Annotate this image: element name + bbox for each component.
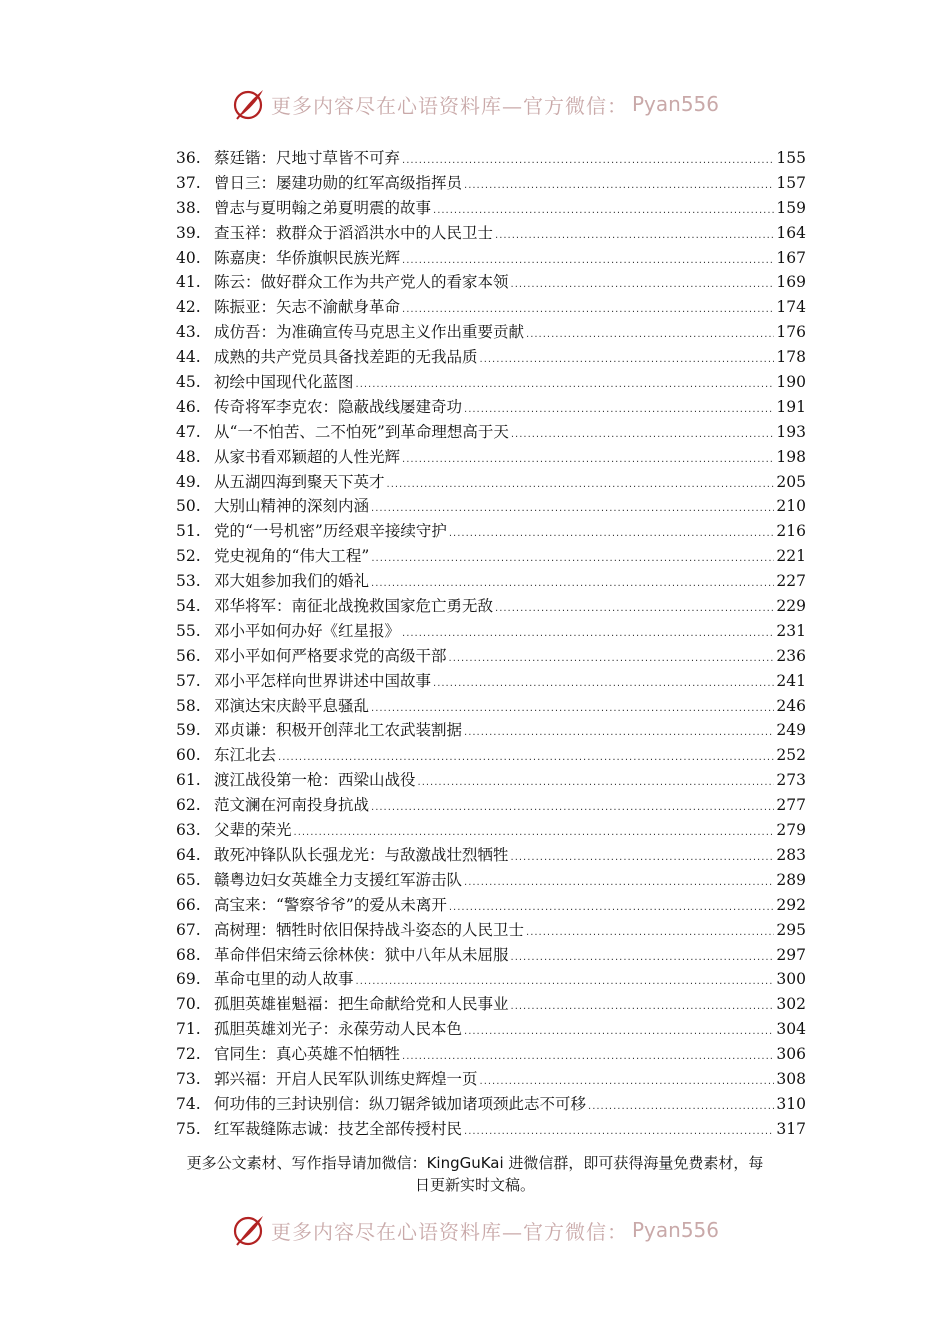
toc-entry-page: 229 <box>776 597 806 616</box>
toc-entry-number: 74. <box>176 1094 201 1113</box>
toc-leader-dots <box>495 597 774 622</box>
footer-note-line2: 日更新实时文稿。 <box>414 1176 535 1194</box>
toc-entry-page: 157 <box>776 173 806 192</box>
toc-entry[interactable] <box>176 270 806 295</box>
toc-entry[interactable] <box>176 843 806 868</box>
toc-entry-number: 59. <box>176 721 201 740</box>
toc-entry[interactable] <box>176 594 806 619</box>
toc-entry-title: 党的“一号机密”历经艰辛接续守护 <box>214 522 447 541</box>
toc-leader-dots <box>371 796 774 821</box>
toc-entry-page: 164 <box>776 223 806 242</box>
toc-entry-number: 47. <box>176 422 201 441</box>
toc-entry-number: 49. <box>176 472 201 491</box>
toc-entry-page: 205 <box>776 472 806 491</box>
toc-entry[interactable] <box>176 619 806 644</box>
toc-entry[interactable] <box>176 1017 806 1042</box>
toc-entry-title: 传奇将军李克农：隐蔽战线屡建奇功 <box>214 397 463 416</box>
toc-leader-dots <box>449 647 775 672</box>
toc-entry-page: 317 <box>776 1119 806 1138</box>
toc-entry-page: 159 <box>776 198 806 217</box>
toc-entry-number: 64. <box>176 845 201 864</box>
toc-entry-title: 查玉祥：救群众于滔滔洪水中的人民卫士 <box>214 223 494 242</box>
toc-entry[interactable] <box>176 370 806 395</box>
toc-entry-page: 198 <box>776 447 806 466</box>
toc-entry-number: 58. <box>176 696 201 715</box>
toc-entry-page: 295 <box>776 920 806 939</box>
toc-entry-number: 44. <box>176 348 201 367</box>
toc-entry-number: 41. <box>176 273 201 292</box>
toc-entry[interactable] <box>176 669 806 694</box>
toc-entry-number: 71. <box>176 1020 201 1039</box>
toc-leader-dots <box>511 423 775 448</box>
quill-pen-logo-icon <box>231 86 267 122</box>
toc-entry-page: 306 <box>776 1045 806 1064</box>
toc-entry-page: 190 <box>776 373 806 392</box>
toc-entry[interactable] <box>176 544 806 569</box>
toc-entry-title: 从家书看邓颖超的人性光辉 <box>214 447 401 466</box>
toc-entry[interactable] <box>176 694 806 719</box>
toc-entry-page: 283 <box>776 845 806 864</box>
toc-entry-page: 297 <box>776 945 806 964</box>
toc-entry-number: 42. <box>176 298 201 317</box>
toc-entry[interactable] <box>176 943 806 968</box>
toc-entry-number: 53. <box>176 572 201 591</box>
toc-entry-page: 174 <box>776 298 806 317</box>
toc-entry-page: 277 <box>776 796 806 815</box>
toc-entry-page: 292 <box>776 895 806 914</box>
toc-entry[interactable] <box>176 1117 806 1142</box>
toc-entry-page: 273 <box>776 771 806 790</box>
toc-leader-dots <box>480 348 775 373</box>
toc-entry-page: 241 <box>776 671 806 690</box>
toc-entry-title: 蔡廷锴：尺地寸草皆不可弃 <box>214 149 401 167</box>
toc-entry-title: 曾日三：屡建功勋的红军高级指挥员 <box>214 173 463 192</box>
toc-leader-dots <box>526 921 774 946</box>
toc-entry-number: 72. <box>176 1045 201 1064</box>
toc-entry[interactable] <box>176 868 806 893</box>
toc-entry-number: 54. <box>176 597 201 616</box>
toc-entry[interactable] <box>176 295 806 320</box>
footer-banner <box>0 1208 950 1252</box>
toc-entry[interactable] <box>176 743 806 768</box>
toc-entry-title: 邓贞谦：积极开创萍北工农武装割据 <box>214 721 463 740</box>
toc-entry-number: 60. <box>176 746 201 765</box>
toc-entry-number: 75. <box>176 1119 201 1138</box>
toc-entry-page: 178 <box>776 348 806 367</box>
banner-text: 更多内容尽在心语资料库—官方微信： <box>270 1219 628 1244</box>
toc-entry-number: 63. <box>176 821 201 840</box>
toc-entry-page: 191 <box>776 397 806 416</box>
toc-leader-dots <box>511 846 775 871</box>
toc-entry[interactable] <box>176 1067 806 1092</box>
toc-entry-title: 高宝来：“警察爷爷”的爱从未离开 <box>214 895 447 914</box>
toc-entry[interactable] <box>176 893 806 918</box>
toc-entry[interactable] <box>176 171 806 196</box>
toc-entry[interactable] <box>176 644 806 669</box>
toc-entry[interactable] <box>176 1092 806 1117</box>
toc-entry-page: 279 <box>776 821 806 840</box>
toc-entry-title: 邓小平如何办好《红星报》 <box>214 621 401 640</box>
toc-entry-title: 红军裁缝陈志诚：技艺全部传授村民 <box>214 1119 463 1138</box>
toc-entry-title: 赣粤边妇女英雄全力支援红军游击队 <box>214 870 463 889</box>
toc-entry-number: 55. <box>176 621 201 640</box>
toc-entry-page: 289 <box>776 870 806 889</box>
toc-entry-page: 308 <box>776 1069 806 1088</box>
toc-entry-number: 45. <box>176 373 201 392</box>
toc-entry[interactable] <box>176 146 806 171</box>
toc-entry-page: 221 <box>776 547 806 566</box>
toc-entry-title: 从“一不怕苦、二不怕死”到革命理想高于天 <box>214 422 509 441</box>
toc-entry[interactable] <box>176 818 806 843</box>
toc-entry-title: 大别山精神的深刻内涵 <box>214 497 370 516</box>
toc-entry[interactable] <box>176 793 806 818</box>
toc-leader-dots <box>464 721 774 746</box>
toc-entry-title: 初绘中国现代化蓝图 <box>214 373 354 392</box>
toc-entry[interactable] <box>176 918 806 943</box>
toc-entry-number: 73. <box>176 1069 201 1088</box>
toc-entry-page: 210 <box>776 497 806 516</box>
toc-entry-number: 62. <box>176 796 201 815</box>
toc-leader-dots <box>449 522 775 547</box>
toc-entry-number: 46. <box>176 397 201 416</box>
toc-entry-page: 304 <box>776 1020 806 1039</box>
toc-entry-title: 高树理：牺牲时依旧保持战斗姿态的人民卫士 <box>214 920 525 939</box>
toc-entry-page: 193 <box>776 422 806 441</box>
toc-entry-title: 陈振亚：矢志不渝献身革命 <box>214 298 401 317</box>
toc-entry[interactable] <box>176 494 806 519</box>
toc-entry[interactable] <box>176 395 806 420</box>
toc-leader-dots <box>464 174 774 199</box>
toc-entry[interactable] <box>176 569 806 594</box>
toc-entry-title: 范文澜在河南投身抗战 <box>214 796 370 815</box>
toc-entry[interactable] <box>176 718 806 743</box>
quill-pen-logo-icon <box>231 1212 267 1248</box>
toc-entry-title: 孤胆英雄刘光子：永葆劳动人民本色 <box>214 1020 463 1039</box>
toc-entry-number: 38. <box>176 198 201 217</box>
toc-entry[interactable] <box>176 196 806 221</box>
toc-entry-title: 邓大姐参加我们的婚礼 <box>214 572 370 591</box>
toc-entry-title: 从五湖四海到聚天下英才 <box>214 472 385 491</box>
toc-entry-number: 36. <box>176 149 201 167</box>
toc-leader-dots <box>464 398 774 423</box>
toc-entry-page: 176 <box>776 323 806 342</box>
toc-entry-title: 东江北去 <box>214 746 277 765</box>
toc-leader-dots <box>526 323 774 348</box>
toc-entry[interactable] <box>176 470 806 495</box>
toc-entry-page: 236 <box>776 646 806 665</box>
toc-entry-page: 249 <box>776 721 806 740</box>
toc-entry-title: 革命屯里的动人故事 <box>214 970 354 989</box>
toc-entry-title: 孤胆英雄崔魁福：把生命献给党和人民事业 <box>214 995 509 1014</box>
footer-note <box>140 1152 810 1196</box>
toc-entry-title: 敢死冲锋队队长强龙光：与敌激战壮烈牺牲 <box>214 845 509 864</box>
toc-entry-title: 父辈的荣光 <box>214 821 292 840</box>
toc-leader-dots <box>495 224 774 249</box>
toc-entry-title: 郭兴福：开启人民军队训练史辉煌一页 <box>214 1069 478 1088</box>
toc-entry-number: 52. <box>176 547 201 566</box>
toc-leader-dots <box>511 946 775 971</box>
toc-entry-title: 陈云：做好群众工作为共产党人的看家本领 <box>214 273 509 292</box>
toc-entry-number: 51. <box>176 522 201 541</box>
toc-entry[interactable] <box>176 345 806 370</box>
toc-leader-dots <box>588 1095 774 1120</box>
toc-entry-number: 67. <box>176 920 201 939</box>
toc-entry-title: 邓小平如何严格要求党的高级干部 <box>214 646 447 665</box>
toc-entry-page: 169 <box>776 273 806 292</box>
toc-entry-title: 何功伟的三封诀别信：纵刀锯斧钺加诸项颈此志不可移 <box>214 1094 587 1113</box>
toc-leader-dots <box>464 871 774 896</box>
toc-entry-title: 陈嘉庚：华侨旗帜民族光辉 <box>214 248 401 267</box>
toc-leader-dots <box>433 672 774 697</box>
toc-entry[interactable] <box>176 519 806 544</box>
toc-entry-page: 227 <box>776 572 806 591</box>
toc-entry-number: 57. <box>176 671 201 690</box>
toc-entry-number: 68. <box>176 945 201 964</box>
toc-entry-page: 231 <box>776 621 806 640</box>
toc-entry-title: 邓华将军：南征北战挽救国家危亡勇无敌 <box>214 597 494 616</box>
toc-entry-title: 官同生：真心英雄不怕牺牲 <box>214 1045 401 1064</box>
toc-entry-page: 155 <box>776 149 806 167</box>
toc-entry-number: 70. <box>176 995 201 1014</box>
header-banner <box>0 82 950 126</box>
toc-leader-dots <box>402 622 774 647</box>
toc-leader-dots <box>387 473 775 498</box>
toc-leader-dots <box>371 547 774 572</box>
toc-entry-title: 邓小平怎样向世界讲述中国故事 <box>214 671 432 690</box>
toc-entry-page: 300 <box>776 970 806 989</box>
toc-entry[interactable] <box>176 221 806 246</box>
toc-leader-dots <box>464 1120 774 1145</box>
toc-entry-number: 65. <box>176 870 201 889</box>
toc-entry-page: 310 <box>776 1094 806 1113</box>
toc-entry-number: 37. <box>176 173 201 192</box>
banner-wechat-id: Pyan556 <box>631 1218 719 1242</box>
toc-entry[interactable] <box>176 420 806 445</box>
toc-entry[interactable] <box>176 445 806 470</box>
toc-entry-number: 40. <box>176 248 201 267</box>
toc-leader-dots <box>402 448 774 473</box>
toc-leader-dots <box>511 273 775 298</box>
banner-wechat-id: Pyan556 <box>631 92 719 116</box>
toc-entry-title: 革命伴侣宋绮云徐林侠：狱中八年从未屈服 <box>214 945 509 964</box>
toc-entry-number: 66. <box>176 895 201 914</box>
toc-entry-number: 39. <box>176 223 201 242</box>
toc-entry-number: 61. <box>176 771 201 790</box>
toc-entry[interactable] <box>176 992 806 1017</box>
toc-entry[interactable] <box>176 768 806 793</box>
toc-leader-dots <box>418 771 775 796</box>
toc-entry-number: 69. <box>176 970 201 989</box>
toc-leader-dots <box>511 995 775 1020</box>
banner-text: 更多内容尽在心语资料库—官方微信： <box>270 93 628 118</box>
toc-entry-title: 邓演达宋庆龄平息骚乱 <box>214 696 370 715</box>
toc-entry-page: 302 <box>776 995 806 1014</box>
toc-entry-title: 党史视角的“伟大工程” <box>214 547 370 566</box>
toc-entry-number: 56. <box>176 646 201 665</box>
toc-entry-page: 216 <box>776 522 806 541</box>
toc-entry-number: 48. <box>176 447 201 466</box>
toc-entry[interactable] <box>176 246 806 271</box>
toc-entry-page: 167 <box>776 248 806 267</box>
toc-entry-number: 50. <box>176 497 201 516</box>
toc-entry-page: 246 <box>776 696 806 715</box>
toc-entry-page: 252 <box>776 746 806 765</box>
table-of-contents <box>176 146 806 1142</box>
toc-entry-title: 成熟的共产党员具备找差距的无我品质 <box>214 348 478 367</box>
toc-entry-title: 曾志与夏明翰之弟夏明震的故事 <box>214 198 432 217</box>
toc-entry-number: 43. <box>176 323 201 342</box>
footer-note-line1: 更多公文素材、写作指导请加微信：KingGuKai 进微信群，即可获得海量免费素材，每 <box>186 1154 764 1172</box>
toc-entry-title: 渡江战役第一枪：西梁山战役 <box>214 771 416 790</box>
toc-entry[interactable] <box>176 320 806 345</box>
toc-leader-dots <box>464 1020 774 1045</box>
toc-entry[interactable] <box>176 1042 806 1067</box>
toc-entry[interactable] <box>176 967 806 992</box>
toc-entry-title: 成仿吾：为准确宣传马克思主义作出重要贡献 <box>214 323 525 342</box>
